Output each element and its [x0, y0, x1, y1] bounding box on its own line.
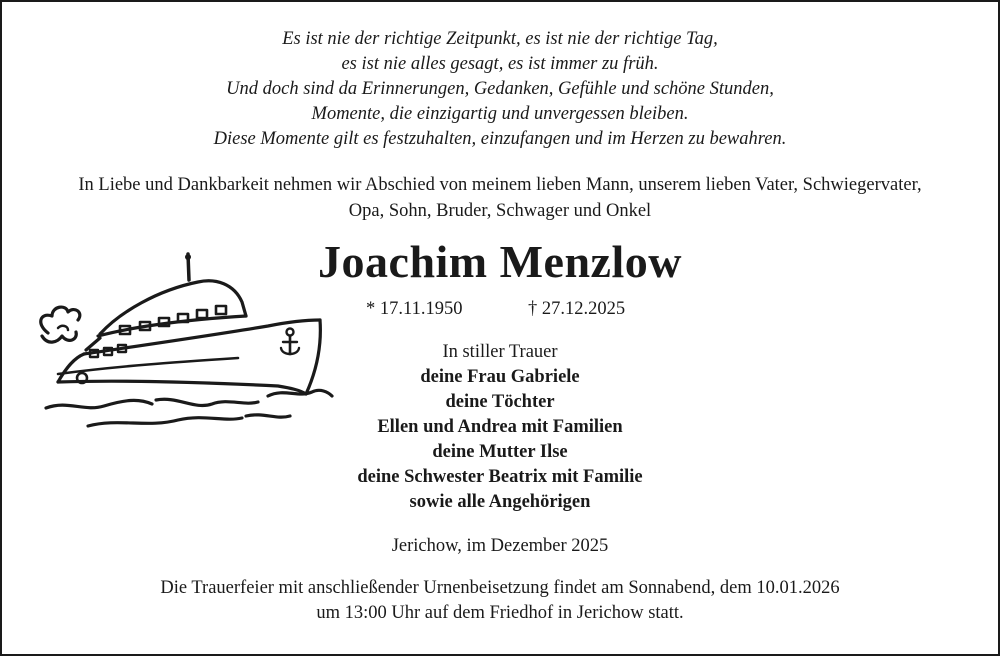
poem-line: es ist nie alles gesagt, es ist immer zu früh. — [341, 54, 659, 74]
mourners-block — [0, 340, 1000, 515]
mourner-line: deine Frau Gabriele — [420, 367, 580, 387]
farewell-intro — [0, 172, 1000, 224]
funeral-details — [0, 576, 1000, 626]
mourner-line: deine Töchter — [445, 392, 555, 412]
mourner-line: Ellen und Andrea mit Familien — [377, 417, 623, 437]
death-date: † 27.12.2025 — [528, 299, 626, 319]
poem-line: Und doch sind da Erinnerungen, Gedanken, Gefühle und schöne Stunden, — [226, 79, 774, 99]
poem — [0, 27, 1000, 152]
mourner-line: sowie alle Angehörigen — [409, 492, 591, 512]
poem-line: Momente, die einzigartig und unvergessen bleiben. — [311, 104, 689, 124]
place-and-date: Jerichow, im Dezember 2025 — [391, 536, 609, 556]
birth-date: * 17.11.1950 — [366, 299, 463, 319]
deceased-name: Joachim Menzlow — [318, 236, 682, 287]
poem-line: Es ist nie der richtige Zeitpunkt, es ist nie der richtige Tag, — [282, 29, 718, 49]
funeral-line: um 13:00 Uhr auf dem Friedhof in Jerichow statt. — [316, 603, 684, 623]
poem-line: Diese Momente gilt es festzuhalten, einzufangen und im Herzen zu bewahren. — [213, 129, 787, 149]
mourner-line: deine Mutter Ilse — [432, 442, 568, 462]
mourner-line: deine Schwester Beatrix mit Familie — [357, 467, 643, 487]
mourners-heading: In stiller Trauer — [442, 342, 558, 362]
intro-line: Opa, Sohn, Bruder, Schwager und Onkel — [348, 201, 652, 221]
intro-line: In Liebe und Dankbarkeit nehmen wir Abschied von meinem lieben Mann, unserem lieben Vater, Schwiegervater, — [78, 175, 922, 195]
funeral-line: Die Trauerfeier mit anschließender Urnenbeisetzung findet am Sonnabend, dem 10.01.2026 — [160, 578, 840, 598]
